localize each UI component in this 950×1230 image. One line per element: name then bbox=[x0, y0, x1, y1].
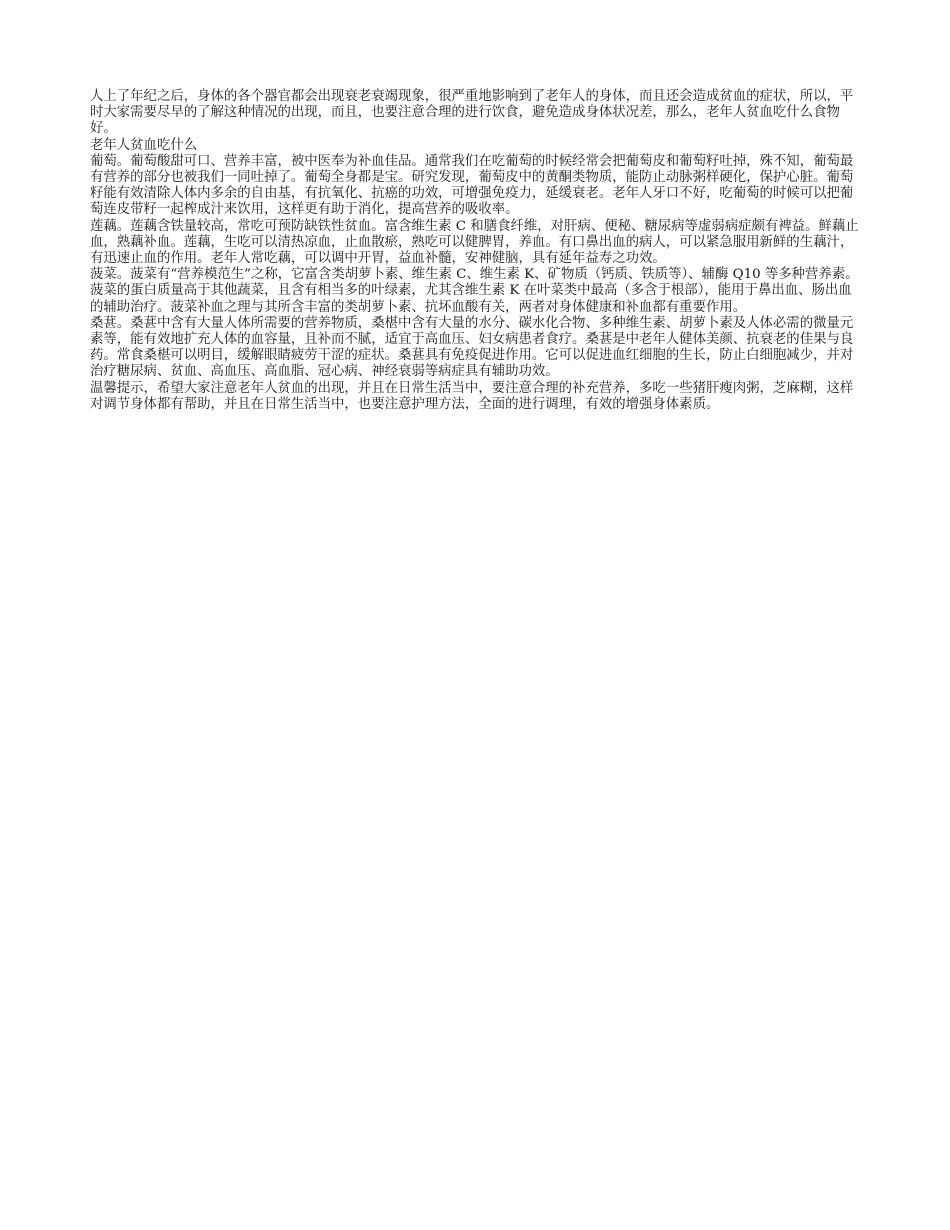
mulberry-paragraph: 桑葚。桑葚中含有大量人体所需要的营养物质，桑椹中含有大量的水分、碳水化合物、多种维生素、胡萝卜素及人体必需的微量元素等，能有效地扩充人体的血容量，且补而不腻，适宜于高血压、妇女病患者食疗。桑葚是中老年人健体美颜、抗衰老的佳果与良药。常食桑椹可以明目，缓解眼睛疲劳干涩的症状。桑葚具有免疫促进作用。它可以促进血红细胞的生长，防止白细胞减少，并对治疗糖尿病、贫血、高血压、高血脂、冠心病、神经衰弱等病症具有辅助功效。 bbox=[90, 315, 854, 380]
document-page bbox=[90, 89, 862, 413]
grape-paragraph: 葡萄。葡萄酸甜可口、营养丰富，被中医奉为补血佳品。通常我们在吃葡萄的时候经常会把葡萄皮和葡萄籽吐掉，殊不知，葡萄最有营养的部分也被我们一同吐掉了。葡萄全身都是宝。研究发现，葡萄皮中的黄酮类物质，能防止动脉粥样硬化，保护心脏。葡萄籽能有效清除人体内多余的自由基，有抗氧化、抗癌的功效，可增强免疫力，延缓衰老。老年人牙口不好，吃葡萄的时候可以把葡萄连皮带籽一起榨成汁来饮用，这样更有助于消化，提高营养的吸收率。 bbox=[90, 153, 854, 218]
lotus-root-paragraph: 莲藕。莲藕含铁量较高，常吃可预防缺铁性贫血。富含维生素 C 和膳食纤维，对肝病、便秘、糖尿病等虚弱病症颇有裨益。鲜藕止血，熟藕补血。莲藕，生吃可以清热凉血，止血散瘀，熟吃可以健脾胃，养血。有口鼻出血的病人，可以紧急服用新鲜的生藕汁，有迅速止血的作用。老年人常吃藕，可以调中开胃，益血补髓，安神健脑，具有延年益寿之功效。 bbox=[90, 218, 859, 267]
section-heading: 老年人贫血吃什么 bbox=[90, 137, 198, 153]
intro-paragraph: 人上了年纪之后，身体的各个器官都会出现衰老衰竭现象，很严重地影响到了老年人的身体，而且还会造成贫血的症状，所以，平时大家需要尽早的了解这种情况的出现，而且，也要注意合理的进行饮食，避免造成身体状况差，那么，老年人贫血吃什么食物好。 bbox=[90, 89, 854, 137]
spinach-paragraph: 菠菜。菠菜有“营养模范生”之称，它富含类胡萝卜素、维生素 C、维生素 K、矿物质（钙质、铁质等）、辅酶 Q10 等多种营养素。菠菜的蛋白质量高于其他蔬菜，且含有相当多的叶绿素，尤其含维生素 K 在叶菜类中最高（多含于根部），能用于鼻出血、肠出血的辅助治疗。菠菜补血之理与其所含丰富的类胡萝卜素、抗坏血酸有关，两者对身体健康和补血都有重要作用。 bbox=[90, 267, 859, 315]
tip-paragraph: 温馨提示，希望大家注意老年人贫血的出现，并且在日常生活当中，要注意合理的补充营养，多吃一些猪肝瘦肉粥，芝麻糊，这样对调节身体都有帮助，并且在日常生活当中，也要注意护理方法，全面的进行调理，有效的增强身体素质。 bbox=[90, 380, 854, 412]
